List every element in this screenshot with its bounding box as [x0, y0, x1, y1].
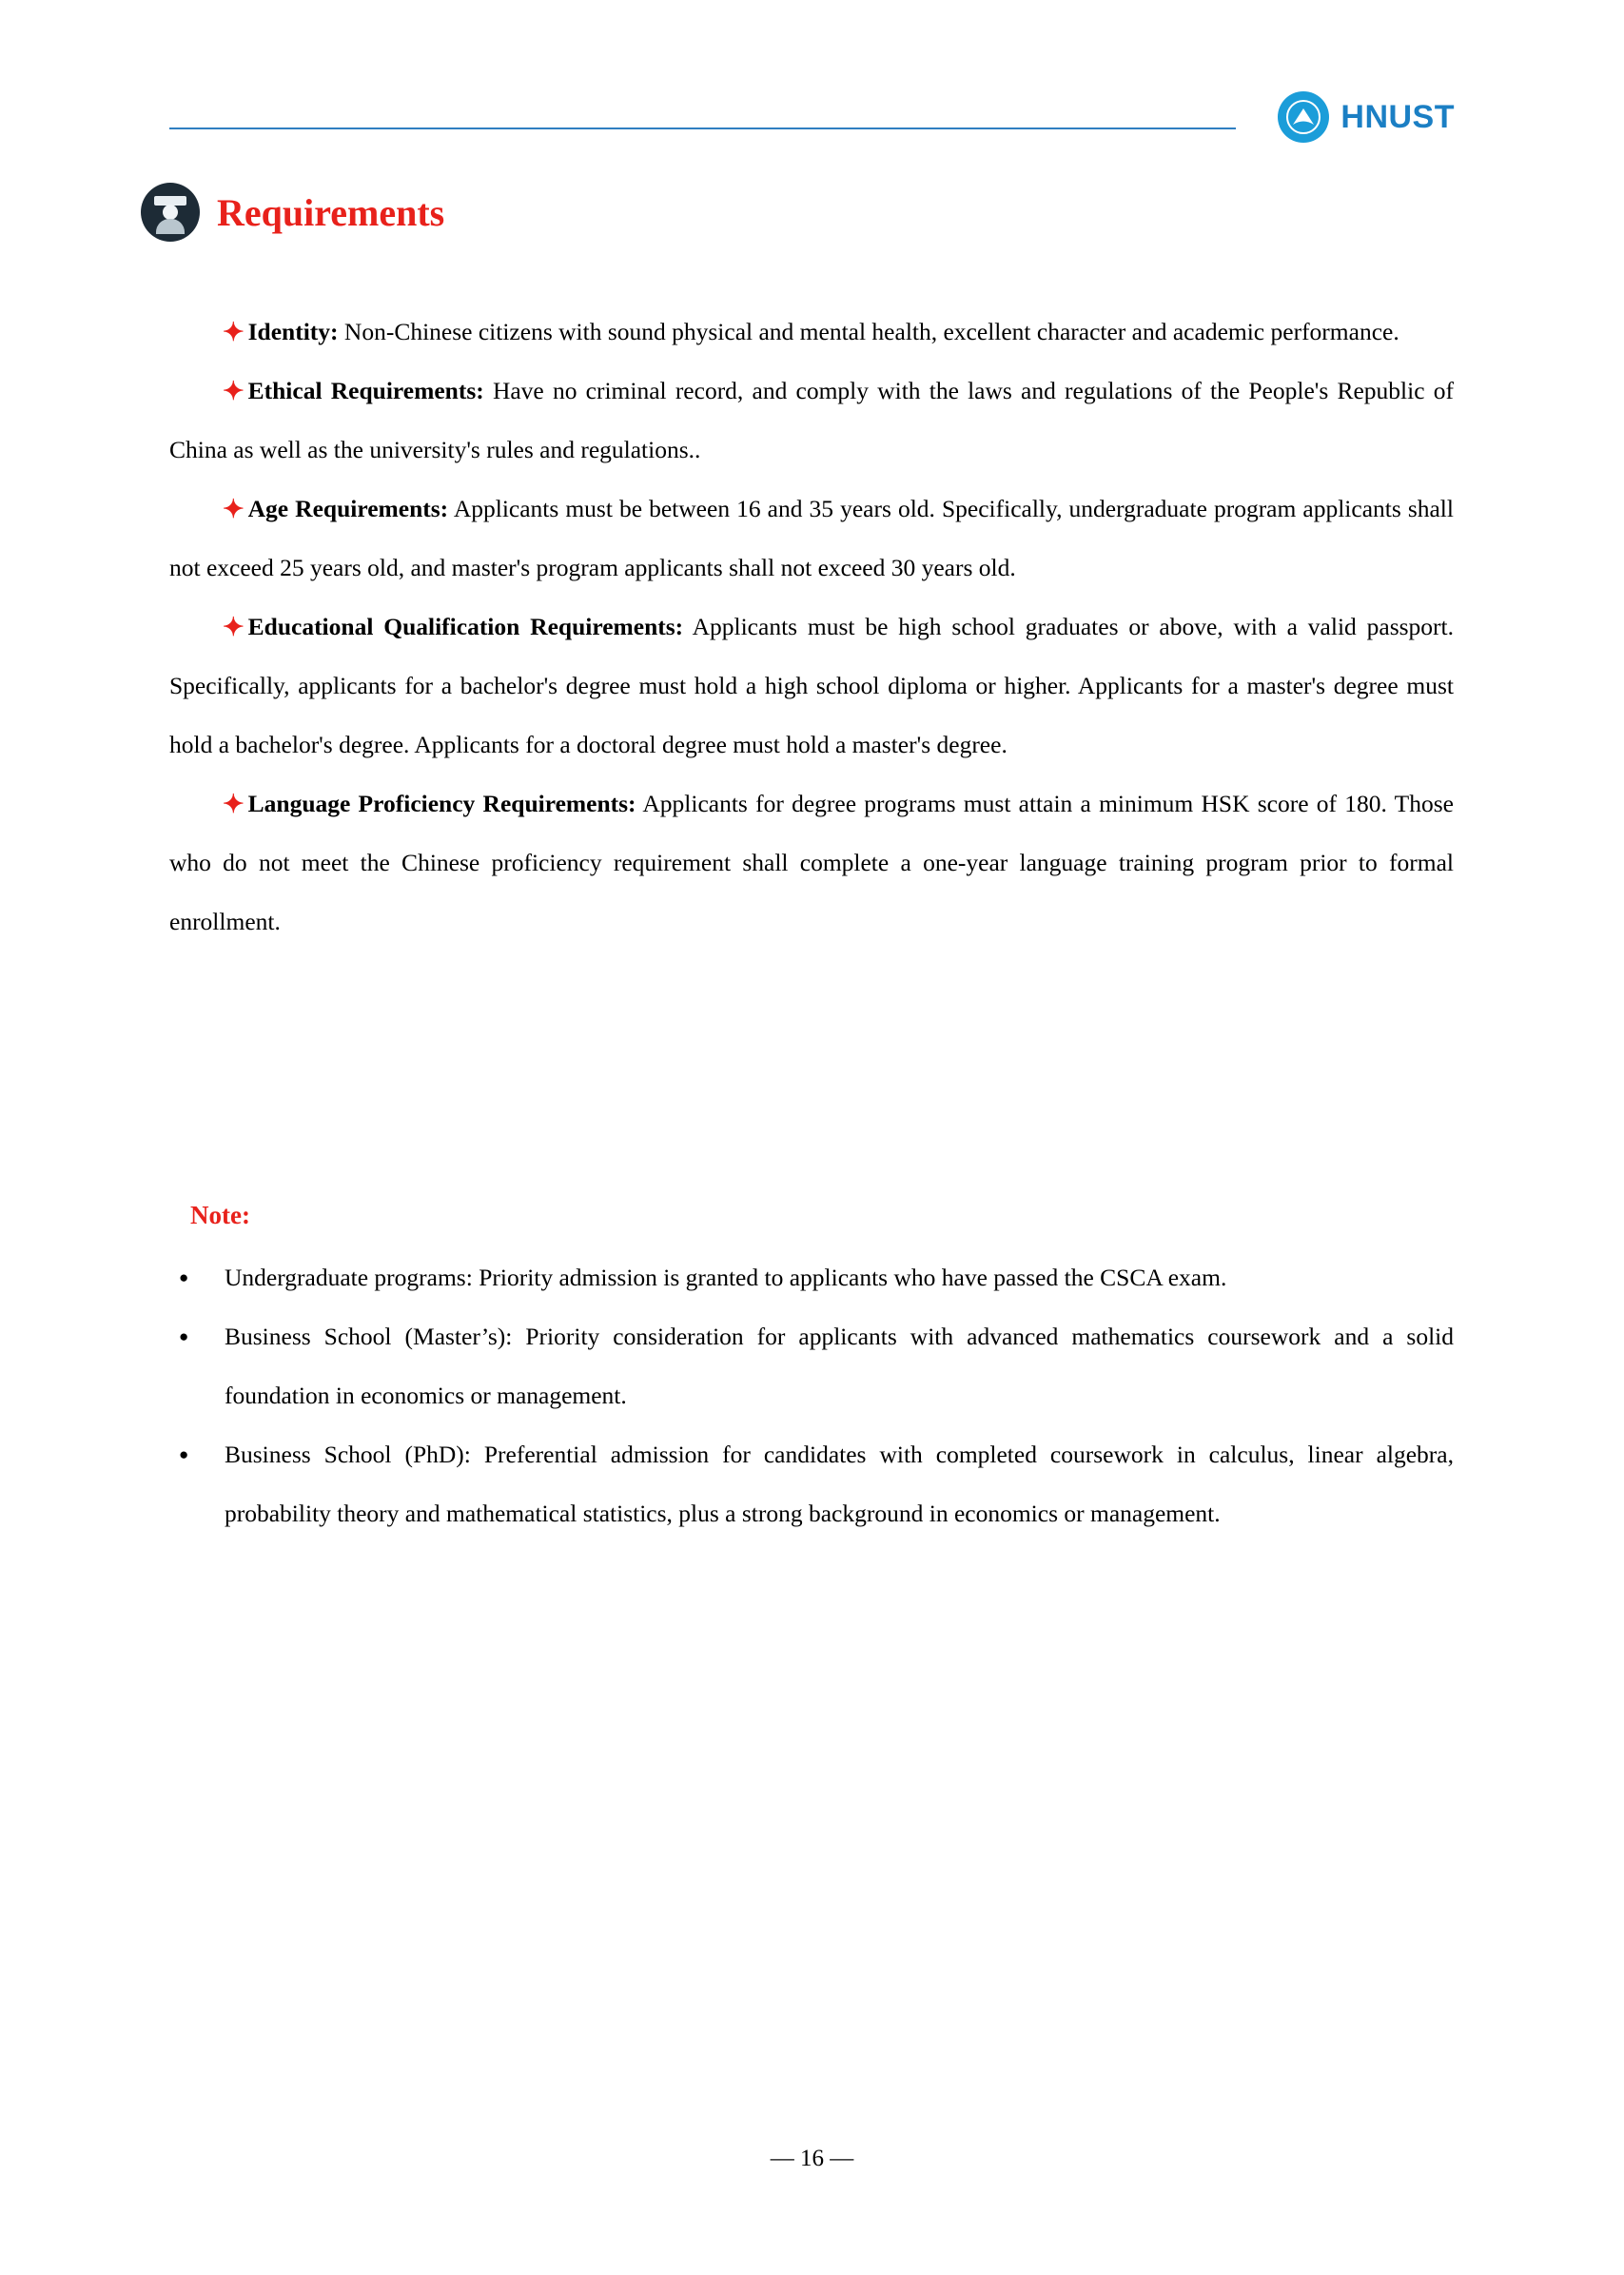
red-star-icon: ✦	[223, 495, 245, 523]
requirement-text: Applicants for degree programs must attain a minimum HSK score of 180. Those who do not meet the Chinese proficiency requirement shall complete a one-year language training program prior to formal enrollment.	[169, 790, 1454, 935]
requirement-item	[169, 362, 1454, 480]
header-divider	[169, 127, 1236, 129]
section-title-row	[141, 183, 444, 242]
requirement-label: Age Requirements:	[247, 495, 449, 522]
page-number: — 16 —	[770, 2146, 854, 2171]
requirement-item	[169, 303, 1454, 362]
requirement-label: Educational Qualification Requirements:	[247, 613, 684, 640]
red-star-icon: ✦	[223, 613, 245, 641]
requirement-label: Ethical Requirements:	[247, 377, 484, 404]
requirement-item	[169, 480, 1454, 598]
note-label: Note:	[190, 1201, 250, 1229]
brand-lockup	[1278, 91, 1455, 143]
hnust-circle-logo-icon	[1278, 91, 1329, 143]
requirement-label: Language Proficiency Requirements:	[247, 790, 636, 817]
requirement-text: Have no criminal record, and comply with the laws and regulations of the People's Republic of China as well as the university's rules and regulations..	[169, 377, 1454, 463]
requirement-label: Identity:	[247, 318, 339, 345]
graduate-avatar-icon	[141, 183, 200, 242]
brand-name: HNUST	[1340, 98, 1455, 135]
note-list	[169, 1248, 1454, 1543]
requirement-text: Applicants must be high school graduates or above, with a valid passport. Specifically, applicants for a bachelor's degree must hold a high school diploma or higher. Applicants for a master's degree must hold a bachelor's degree. Applicants for a doctoral degree must hold a master's degree.	[169, 613, 1454, 758]
page-header	[169, 91, 1455, 158]
list-item: ● Business School (PhD): Preferential admission for candidates with completed coursework in calculus, linear algebra, probability theory and mathematical statistics, plus a strong background in economics or management.	[169, 1425, 1454, 1543]
requirements-list	[169, 303, 1454, 951]
page-title: Requirements	[217, 190, 445, 234]
requirement-item	[169, 598, 1454, 775]
list-item: ● Undergraduate programs: Priority admission is granted to applicants who have passed the CSCA exam.	[169, 1248, 1454, 1307]
requirement-text: Applicants must be between 16 and 35 years old. Specifically, undergraduate program applicants shall not exceed 25 years old, and master's program applicants shall not exceed 30 years old.	[169, 495, 1454, 581]
red-star-icon: ✦	[223, 318, 245, 346]
requirement-item	[169, 775, 1454, 951]
requirement-text: Non-Chinese citizens with sound physical and mental health, excellent character and academic performance.	[338, 318, 1399, 345]
red-star-icon: ✦	[223, 790, 245, 818]
list-item: ● Business School (Master’s): Priority consideration for applicants with advanced mathematics coursework and a solid foundation in economics or management.	[169, 1307, 1454, 1425]
red-star-icon: ✦	[223, 377, 245, 405]
